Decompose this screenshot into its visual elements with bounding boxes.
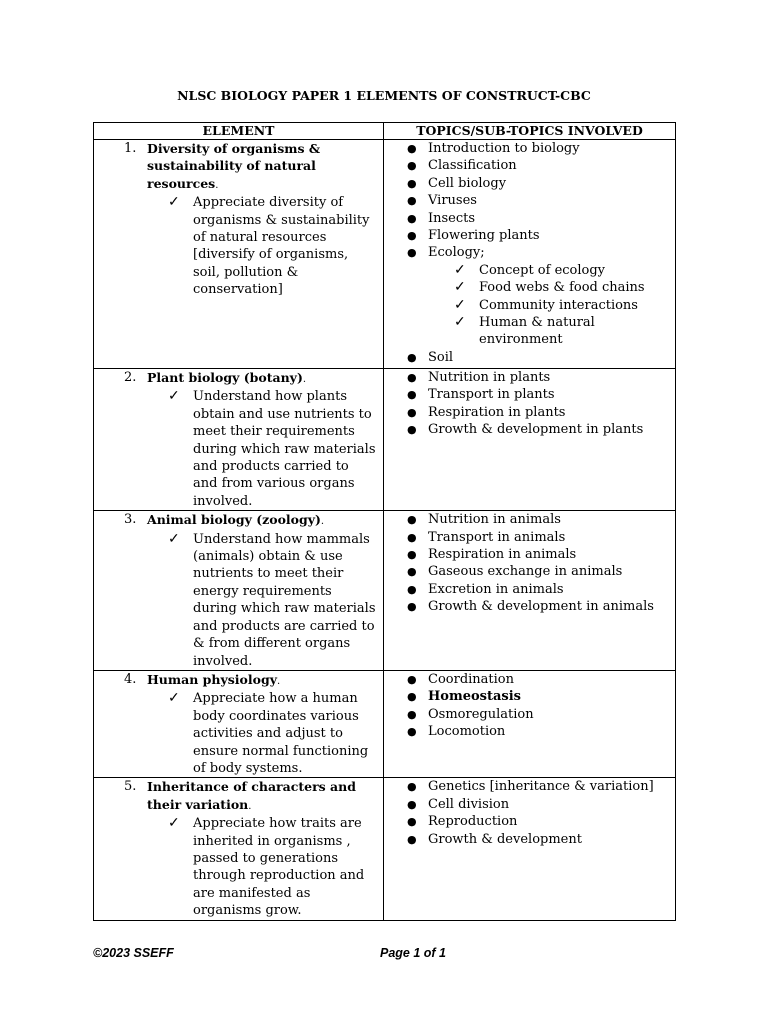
element-title: Inheritance of characters and their variation	[147, 779, 356, 812]
element-number: 2.	[124, 370, 137, 385]
table-row	[94, 670, 676, 777]
topic-list	[384, 671, 675, 741]
element-cell: 5. Inheritance of characters and their variation. ✓ Appreciate how traits are inherited in organisms , passed to generations through reproduction and are manifested as organisms grow.	[94, 778, 384, 920]
bullet-icon: ●	[407, 725, 417, 739]
list-item: ● Respiration in animals	[407, 547, 577, 563]
checkmark-icon: ✓	[454, 261, 466, 278]
bullet-icon: ●	[407, 530, 417, 544]
element-cell: 1. Diversity of organisms & sustainability of natural resources. ✓ Appreciate diversity of organisms & sustainability of natural resources [diversify of organisms, soil, pollution & conservation]	[94, 140, 384, 369]
topics-cell	[384, 369, 676, 511]
list-item: ● Respiration in plants	[407, 404, 566, 420]
list-item: ● Growth & development	[407, 831, 582, 847]
bullet-icon: ●	[407, 371, 417, 384]
list-item: ● Excretion in animals	[407, 581, 564, 597]
bullet-icon: ●	[407, 672, 417, 686]
bullet-icon: ●	[407, 211, 417, 225]
elements-table	[93, 122, 676, 921]
list-item: ● Soil	[407, 349, 454, 365]
topic-list	[384, 778, 675, 848]
list-item: ● Nutrition in animals	[407, 512, 561, 528]
topics-cell	[384, 670, 676, 777]
topic-list	[384, 369, 675, 439]
element-description: Appreciate diversity of organisms & sustainability of natural resources [diversify of organisms, soil, pollution & conservation]	[193, 195, 370, 298]
bullet-icon: ●	[407, 423, 417, 437]
checkmark-icon: ✓	[454, 279, 466, 296]
bullet-icon: ●	[407, 405, 417, 419]
element-cell: 3. Animal biology (zoology). ✓ Understand how mammals (animals) obtain & use nutrients to meet their energy requirements during which raw materials and products are carried to & from different organs involved.	[94, 511, 384, 671]
element-cell: 2. Plant biology (botany). ✓ Understand how plants obtain and use nutrients to meet their requirements during which raw materials and products carried to and from various organs involved.	[94, 369, 384, 511]
element-number: 1.	[124, 141, 137, 156]
table-header-row	[94, 123, 676, 140]
checkmark-icon: ✓	[168, 690, 180, 707]
list-item: ● Flowering plants	[407, 228, 540, 244]
element-title: Plant biology (botany)	[147, 370, 303, 385]
bullet-icon: ●	[407, 548, 417, 562]
topic-list	[384, 511, 675, 615]
list-item: ● Homeostasis	[407, 689, 521, 705]
bullet-icon: ●	[407, 388, 417, 402]
header-topics: TOPICS/SUB-TOPICS INVOLVED	[384, 123, 676, 140]
checkmark-icon: ✓	[454, 296, 466, 313]
list-item: ✓ Food webs & food chains	[454, 279, 645, 296]
bullet-icon: ●	[407, 582, 417, 596]
page-title: NLSC BIOLOGY PAPER 1 ELEMENTS OF CONSTRUCT-CBC	[177, 88, 591, 103]
checkmark-icon: ✓	[168, 815, 180, 832]
bullet-icon: ●	[407, 797, 417, 811]
checkmark-icon: ✓	[454, 314, 466, 331]
list-item: ● Cell biology	[407, 175, 507, 191]
bullet-icon: ●	[407, 832, 417, 846]
topic-list	[384, 349, 675, 366]
list-item: ● Classification	[407, 158, 517, 174]
list-item: ● Reproduction	[407, 814, 518, 830]
checkmark-icon: ✓	[168, 530, 180, 547]
element-description: Appreciate how traits are inherited in organisms , passed to generations through reproduction and are manifested as organisms grow.	[193, 816, 365, 919]
list-item: ✓ Community interactions	[454, 296, 638, 313]
checkmark-icon: ✓	[168, 194, 180, 211]
list-item: ● Introduction to biology	[407, 141, 580, 156]
topics-cell	[384, 778, 676, 920]
element-title: Diversity of organisms & sustainability of natural resources	[147, 141, 321, 191]
bullet-icon: ●	[407, 350, 417, 364]
bullet-icon: ●	[407, 513, 417, 527]
table-row	[94, 140, 676, 369]
element-description: Appreciate how a human body coordinates various activities and adjust to ensure normal functioning of body systems.	[193, 691, 369, 776]
bullet-icon: ●	[407, 565, 417, 579]
bullet-icon: ●	[407, 176, 417, 190]
list-item: ● Ecology;	[407, 245, 485, 261]
bullet-icon: ●	[407, 780, 417, 794]
list-item: ● Genetics [inheritance & variation]	[407, 779, 654, 795]
bullet-icon: ●	[407, 815, 417, 829]
bullet-icon: ●	[407, 194, 417, 208]
bullet-icon: ●	[407, 690, 417, 704]
list-item: ● Coordination	[407, 671, 514, 687]
bullet-icon: ●	[407, 229, 417, 243]
checkmark-icon: ✓	[168, 388, 180, 405]
element-number: 4.	[124, 671, 137, 687]
list-item: ✓ Concept of ecology	[454, 261, 606, 278]
element-title: Animal biology (zoology)	[147, 512, 321, 528]
topics-cell	[384, 511, 676, 671]
element-cell: 4. Human physiology. ✓ Appreciate how a human body coordinates various activities and adjust to ensure normal functioning of body systems.	[94, 670, 384, 777]
element-title: Human physiology	[147, 671, 277, 687]
bullet-icon: ●	[407, 142, 417, 155]
list-item: ● Osmoregulation	[407, 706, 534, 722]
list-item: ● Gaseous exchange in animals	[407, 564, 623, 580]
element-number: 5.	[124, 779, 137, 795]
bullet-icon: ●	[407, 707, 417, 721]
list-item: ● Growth & development in plants	[407, 422, 644, 438]
bullet-icon: ●	[407, 159, 417, 173]
element-description: Understand how plants obtain and use nutrients to meet their requirements during which raw materials and products carried to and from various organs involved.	[193, 389, 376, 509]
header-element: ELEMENT	[94, 123, 384, 140]
footer-copyright: ©2023 SSEFF	[93, 946, 174, 960]
topic-list	[384, 140, 675, 262]
element-description: Understand how mammals (animals) obtain & use nutrients to meet their energy requirements during which raw materials and products are carried to & from different organs involved.	[193, 531, 376, 669]
table-row	[94, 511, 676, 671]
list-item: ● Cell division	[407, 796, 510, 812]
list-item: ● Transport in plants	[407, 387, 555, 403]
subtopic-list	[384, 262, 675, 349]
bullet-icon: ●	[407, 600, 417, 614]
list-item: ● Transport in animals	[407, 529, 566, 545]
footer-page-number: Page 1 of 1	[380, 946, 446, 960]
topics-cell	[384, 140, 676, 369]
element-number: 3.	[124, 512, 137, 528]
table-row	[94, 778, 676, 920]
list-item: ● Growth & development in animals	[407, 599, 654, 615]
list-item: ● Viruses	[407, 193, 477, 209]
list-item: ● Nutrition in plants	[407, 370, 551, 385]
list-item: ● Insects	[407, 210, 476, 226]
table-row	[94, 369, 676, 511]
list-item: ✓ Human & natural environment	[454, 314, 595, 348]
bullet-icon: ●	[407, 246, 417, 260]
list-item: ● Locomotion	[407, 724, 506, 740]
